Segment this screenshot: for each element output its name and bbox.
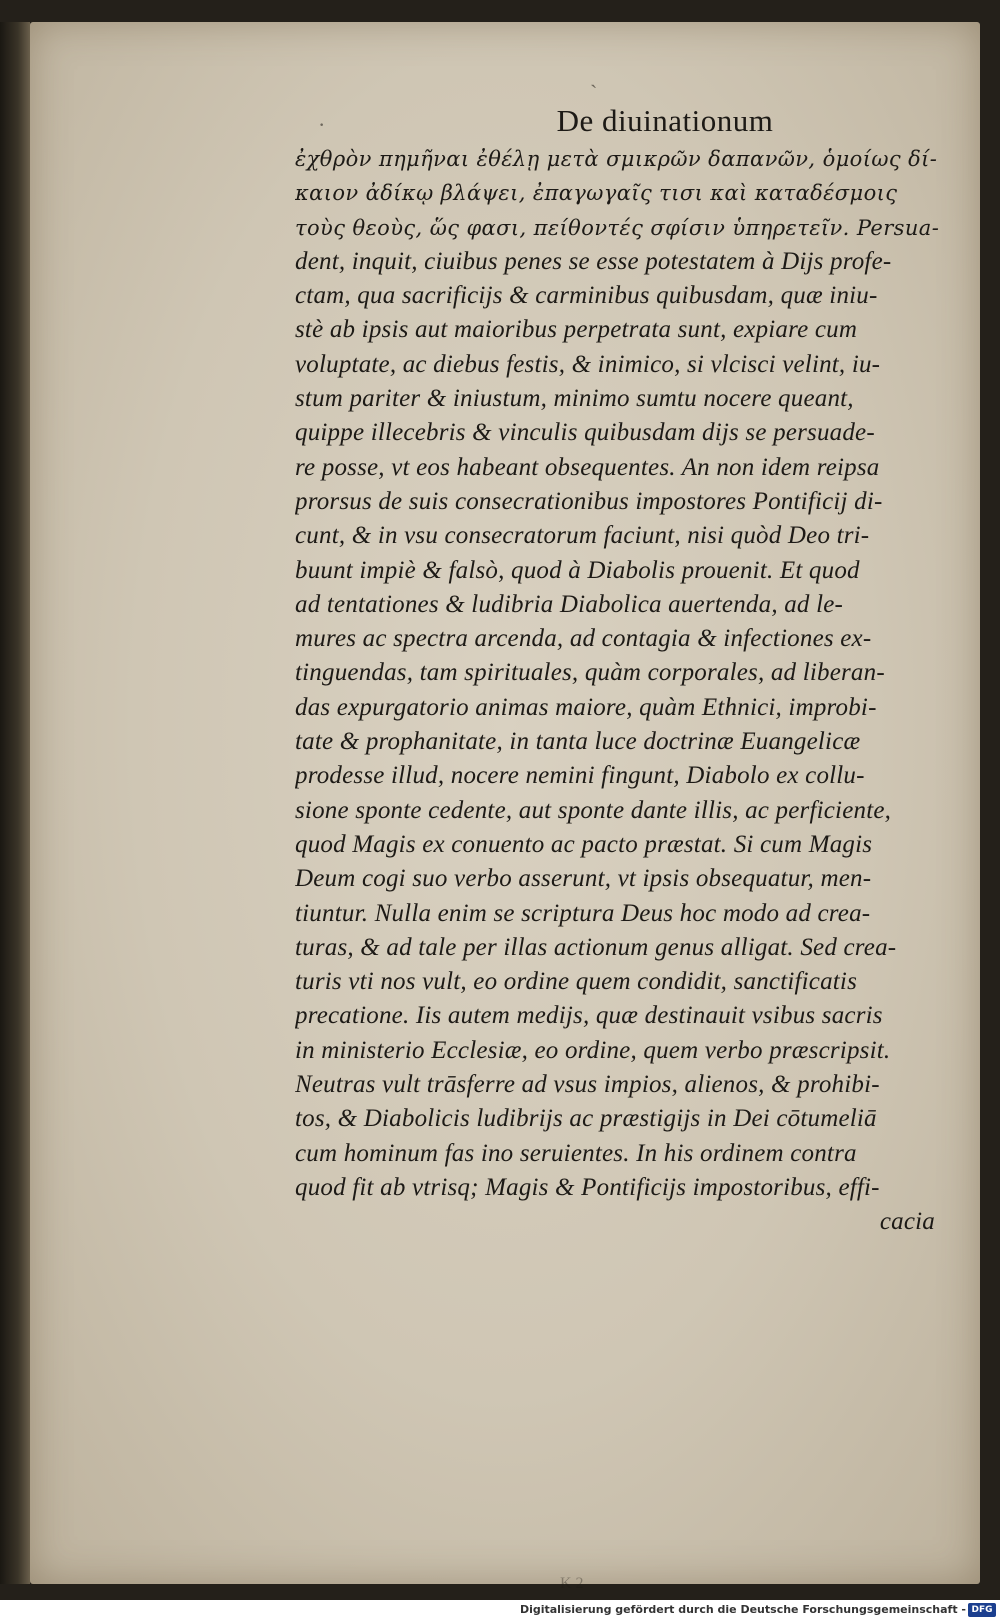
text-lines	[295, 142, 975, 1205]
text-line: turas, & ad tale per illas actionum genus alligat. Sed crea-	[295, 933, 897, 961]
signature-mark: K 2	[560, 1575, 584, 1592]
text-line: prodesse illud, nocere nemini fingunt, Diabolo ex collu-	[295, 762, 865, 790]
text-line: sione sponte cedente, aut sponte dante illis, ac perficiente,	[295, 796, 892, 824]
catchword: cacia	[879, 1208, 935, 1236]
text-line: mures ac spectra arcenda, ad contagia & infectiones ex-	[295, 625, 872, 653]
text-line: in ministerio Ecclesiæ, eo ordine, quem verbo præscripsit.	[295, 1036, 891, 1064]
page-speck: `	[590, 80, 598, 105]
text-line: quippe illecebris & vinculis quibusdam dijs se persuade-	[295, 419, 875, 447]
text-line: quod fit ab vtrisq; Magis & Pontificijs impostoribus, effi-	[295, 1173, 880, 1201]
text-line: cum hominum fas ino seruientes. In his ordinem contra	[295, 1139, 857, 1167]
footer-bar	[0, 1600, 1000, 1622]
page-speck: ·	[318, 112, 326, 137]
text-line: buunt impiè & falsò, quod à Diabolis prouenit. Et quod	[295, 556, 860, 584]
text-line: re posse, vt eos habeant obsequentes. An non idem reipsa	[295, 453, 880, 481]
page-text-block	[295, 100, 975, 1240]
text-line: prorsus de suis consecrationibus impostores Pontificij di-	[295, 487, 883, 515]
text-line: tinguendas, tam spirituales, quàm corporales, ad liberan-	[295, 659, 885, 687]
book-binding-edge	[0, 22, 30, 1584]
text-line: precatione. Iis autem medijs, quæ destinauit vsibus sacris	[295, 1002, 883, 1030]
text-line: ctam, qua sacrificijs & carminibus quibusdam, quæ iniu-	[295, 282, 878, 310]
text-line: das expurgatorio animas maiore, quàm Ethnici, improbi-	[295, 693, 877, 721]
text-line: stè ab ipsis aut maioribus perpetrata sunt, expiare cum	[295, 316, 858, 344]
text-line: Deum cogi suo verbo asserunt, vt ipsis obsequatur, men-	[295, 865, 872, 893]
text-line: tos, & Diabolicis ludibrijs ac præstigijs in Dei cōtumeliā	[295, 1105, 877, 1133]
text-line: ἐχθρὸν πημῆναι ἐθέλῃ μετὰ σμικρῶν δαπανῶν, ὁμοίως δί-	[295, 147, 938, 171]
text-line: καιον ἀδίκῳ βλάψει, ἐπαγωγαῖς τισι καὶ καταδέσμοις	[295, 181, 898, 206]
text-line: τοὺς θεοὺς, ὥς φασι, πείθοντές σφίσιν ὑπηρετεῖν. Persua-	[295, 215, 940, 240]
footer-credit: Digitalisierung gefördert durch die Deutsche Forschungsgemeinschaft -	[519, 1603, 966, 1616]
text-line: dent, inquit, ciuibus penes se esse potestatem à Dijs profe-	[295, 247, 892, 275]
text-line: voluptate, ac diebus festis, & inimico, si vlcisci velint, iu-	[295, 350, 881, 378]
text-line: ad tentationes & ludibria Diabolica auertenda, ad le-	[295, 590, 844, 618]
text-line: turis vti nos vult, eo ordine quem condidit, sanctificatis	[295, 968, 858, 996]
text-line: tiuntur. Nulla enim se scriptura Deus hoc modo ad crea-	[295, 899, 871, 927]
dfg-logo: DFG	[968, 1603, 996, 1617]
text-line: tate & prophanitate, in tanta luce doctrinæ Euangelicæ	[295, 728, 861, 756]
text-line: quod Magis ex conuento ac pacto præstat. Si cum Magis	[295, 830, 873, 858]
running-head: De diuinationum	[556, 103, 774, 138]
text-line: Neutras vult trāsferre ad vsus impios, alienos, & prohibi-	[295, 1071, 880, 1099]
text-line: cunt, & in vsu consecratorum faciunt, nisi quòd Deo tri-	[295, 522, 870, 550]
text-line: stum pariter & iniustum, minimo sumtu nocere queant,	[295, 385, 854, 413]
